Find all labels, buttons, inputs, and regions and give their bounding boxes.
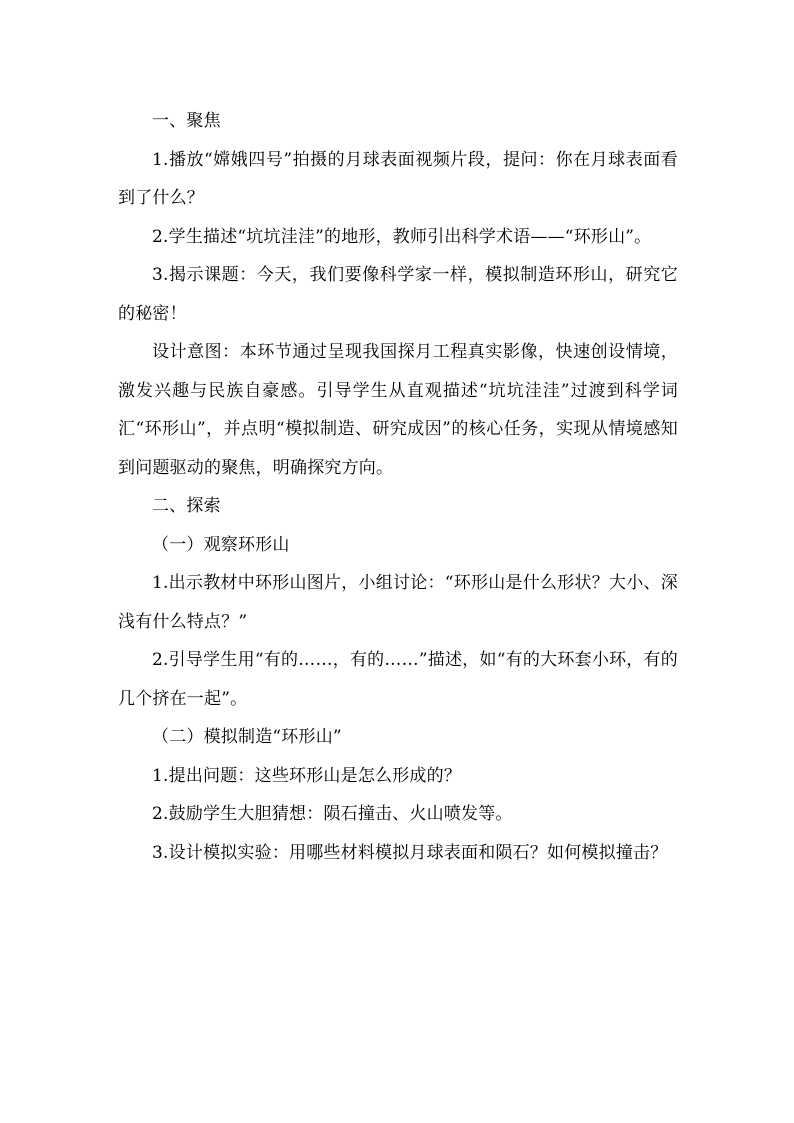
section-heading-focus: 一、聚焦 (152, 111, 221, 131)
document-body (118, 102, 678, 872)
subsection-heading-simulate: （二）模拟制造“环形山” (152, 727, 342, 747)
focus-step-1: 1.播放“嫦娥四号”拍摄的月球表面视频片段，提问：你在月球表面看到了什么？ (118, 149, 678, 208)
observe-step-1: 1.出示教材中环形山图片，小组讨论：“环形山是什么形状？大小、深浅有什么特点？” (118, 573, 678, 632)
simulate-step-3: 3.设计模拟实验：用哪些材料模拟月球表面和陨石？如何模拟撞击？ (152, 842, 668, 863)
focus-step-2: 2.学生描述“坑坑洼洼”的地形，教师引出科学术语——“环形山”。 (152, 226, 652, 247)
focus-step-3: 3.揭示课题：今天，我们要像科学家一样，模拟制造环形山，研究它的秘密！ (118, 265, 678, 324)
subsection-heading-observe: （一）观察环形山 (152, 534, 290, 555)
observe-step-2: 2.引导学生用“有的……，有的……”描述，如“有的大环套小环，有的几个挤在一起”。 (118, 650, 678, 709)
design-intent-paragraph: 设计意图：本环节通过呈现我国探月工程真实影像，快速创设情境，激发兴趣与民族自豪感。引导学生从直观描述“坑坑洼洼”过渡到科学词汇“环形山”，并点明“模拟制造、研究成因”的核心任务，实现从情境感知到问题驱动的聚焦，明确探究方向。 (118, 342, 678, 478)
section-heading-explore: 二、探索 (152, 496, 221, 516)
simulate-step-1: 1.提出问题：这些环形山是怎么形成的？ (152, 765, 462, 786)
simulate-step-2: 2.鼓励学生大胆猜想：陨石撞击、火山喷发等。 (152, 804, 513, 824)
